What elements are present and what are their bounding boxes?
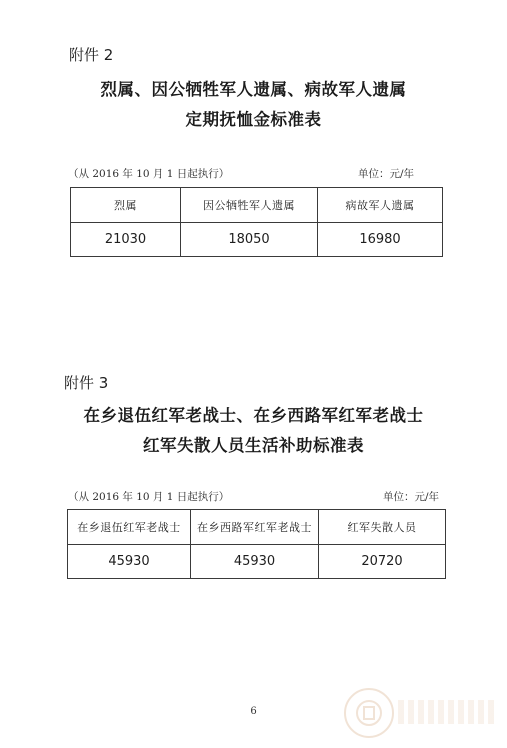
- attachment-2-title-line-2: 定期抚恤金标准表: [185, 110, 322, 129]
- watermark-glyph-icon: [354, 698, 384, 728]
- attachment-3-title-line-1: 在乡退伍红军老战士、在乡西路军红军老战士: [83, 406, 424, 425]
- attachment-3-header-cell: 在乡退伍红军老战士: [68, 510, 191, 545]
- attachment-2-header-cell: 因公牺牲军人遗属: [181, 188, 318, 223]
- attachment-3-value-cell: 45930: [191, 545, 319, 579]
- attachment-3-header-cell: 红军失散人员: [319, 510, 446, 545]
- watermark-text-decoration: [398, 700, 498, 724]
- page-number: 6: [250, 706, 257, 717]
- attachment-2-header-row: [71, 188, 443, 223]
- attachment-2-header-cell: 烈属: [71, 188, 181, 223]
- attachment-2-heading: 附件 2: [69, 46, 114, 64]
- attachment-2-value-cell: 21030: [71, 223, 181, 257]
- attachment-2-header-cell: 病故军人遗属: [318, 188, 443, 223]
- attachment-3-heading: 附件 3: [64, 374, 109, 392]
- attachment-3-effective-date-note: （从 2016 年 10 月 1 日起执行）: [68, 491, 230, 503]
- attachment-3-title-line-2: 红军失散人员生活补助标准表: [143, 436, 364, 455]
- attachment-2-title-line-1: 烈属、因公牺牲军人遗属、病故军人遗属: [100, 80, 407, 99]
- attachment-3-unit-label: 单位：元/年: [383, 491, 440, 503]
- attachment-2-unit-label: 单位：元/年: [358, 168, 415, 180]
- attachment-3-value-cell: 20720: [319, 545, 446, 579]
- attachment-2-table: [70, 187, 443, 257]
- attachment-2-effective-date-note: （从 2016 年 10 月 1 日起执行）: [68, 168, 230, 180]
- attachment-3-value-cell: 45930: [68, 545, 191, 579]
- attachment-3-table: [67, 509, 446, 579]
- attachment-3-header-row: [68, 510, 446, 545]
- attachment-2-value-cell: 18050: [181, 223, 318, 257]
- attachment-2-value-row: [71, 223, 443, 257]
- attachment-3-header-cell: 在乡西路军红军老战士: [191, 510, 319, 545]
- attachment-3-value-row: [68, 545, 446, 579]
- watermark-seal-icon: [344, 688, 394, 738]
- attachment-2-value-cell: 16980: [318, 223, 443, 257]
